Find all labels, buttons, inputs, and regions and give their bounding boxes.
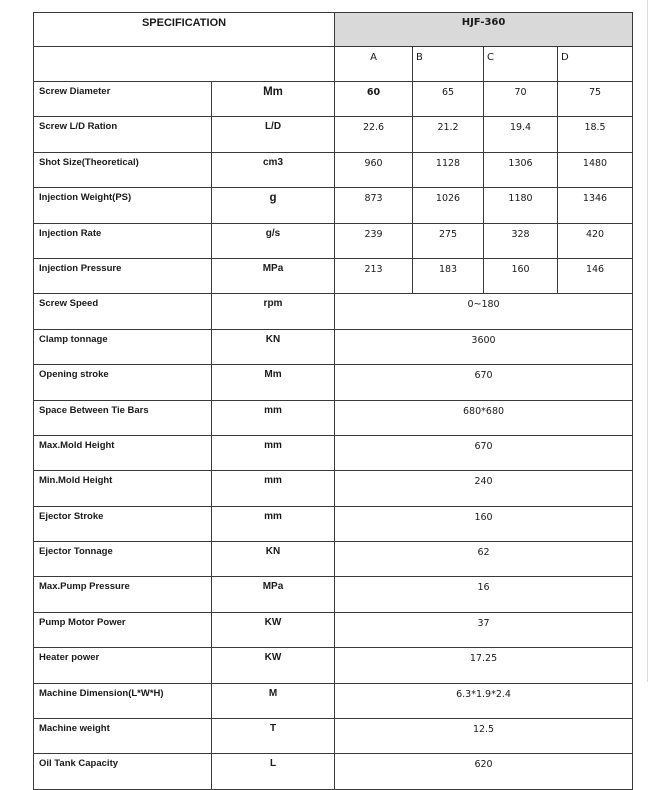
- spec-value: 670: [335, 435, 633, 470]
- spec-value-c: 160: [484, 258, 558, 293]
- spec-value-b: 275: [413, 223, 484, 258]
- spec-value: 240: [335, 471, 633, 506]
- spec-value-d: 1480: [558, 152, 633, 187]
- spec-value-d: 75: [558, 82, 633, 117]
- spec-value-b: 183: [413, 258, 484, 293]
- spec-value: 680*680: [335, 400, 633, 435]
- table-header-row: [34, 13, 633, 47]
- spec-value: 620: [335, 754, 633, 789]
- spec-label: Screw L/D Ration: [34, 117, 212, 152]
- spec-value: 160: [335, 506, 633, 541]
- table-row: [34, 719, 633, 754]
- spec-unit: g/s: [212, 223, 335, 258]
- spec-unit: MPa: [212, 577, 335, 612]
- spec-label: Space Between Tie Bars: [34, 400, 212, 435]
- table-row: [34, 223, 633, 258]
- table-row: [34, 400, 633, 435]
- spec-value-a: 60: [335, 82, 413, 117]
- spec-value-a: 239: [335, 223, 413, 258]
- spec-unit: mm: [212, 400, 335, 435]
- table-row: [34, 577, 633, 612]
- spec-label: Screw Diameter: [34, 82, 212, 117]
- table-row: [34, 542, 633, 577]
- spec-value-b: 1128: [413, 152, 484, 187]
- spec-label: Machine Dimension(L*W*H): [34, 683, 212, 718]
- spec-label: Clamp tonnage: [34, 329, 212, 364]
- spec-value-c: 19.4: [484, 117, 558, 152]
- spec-label: Machine weight: [34, 719, 212, 754]
- table-row: [34, 152, 633, 187]
- spec-label: Min.Mold Height: [34, 471, 212, 506]
- spec-unit: KW: [212, 612, 335, 647]
- spec-value: 12.5: [335, 719, 633, 754]
- spec-value-d: 146: [558, 258, 633, 293]
- spec-label: Heater power: [34, 648, 212, 683]
- spec-value-c: 1180: [484, 188, 558, 223]
- spec-value-a: 22.6: [335, 117, 413, 152]
- spec-label: Ejector Stroke: [34, 506, 212, 541]
- empty-header-cell: [34, 47, 335, 82]
- spec-unit: Mm: [212, 365, 335, 400]
- spec-unit: cm3: [212, 152, 335, 187]
- specification-table: [33, 12, 633, 790]
- page-edge-line: [647, 0, 648, 682]
- spec-value: 3600: [335, 329, 633, 364]
- spec-unit: mm: [212, 506, 335, 541]
- spec-label: Injection Pressure: [34, 258, 212, 293]
- spec-unit: KN: [212, 329, 335, 364]
- table-row: [34, 329, 633, 364]
- spec-label: Ejector Tonnage: [34, 542, 212, 577]
- spec-value-c: 328: [484, 223, 558, 258]
- spec-label: Oil Tank Capacity: [34, 754, 212, 789]
- spec-label: Pump Motor Power: [34, 612, 212, 647]
- spec-label: Shot Size(Theoretical): [34, 152, 212, 187]
- spec-label: Max.Mold Height: [34, 435, 212, 470]
- table-row: [34, 82, 633, 117]
- spec-value: 16: [335, 577, 633, 612]
- spec-unit: MPa: [212, 258, 335, 293]
- variant-a-header: A: [335, 47, 413, 82]
- spec-unit: L: [212, 754, 335, 789]
- spec-unit: KW: [212, 648, 335, 683]
- spec-value: 37: [335, 612, 633, 647]
- spec-value: 670: [335, 365, 633, 400]
- variant-b-header: B: [413, 47, 484, 82]
- spec-value: 6.3*1.9*2.4: [335, 683, 633, 718]
- spec-unit: T: [212, 719, 335, 754]
- table-row: [34, 365, 633, 400]
- table-row: [34, 648, 633, 683]
- spec-unit: M: [212, 683, 335, 718]
- spec-unit: Mm: [212, 82, 335, 117]
- spec-value: 17.25: [335, 648, 633, 683]
- spec-unit: KN: [212, 542, 335, 577]
- spec-unit: rpm: [212, 294, 335, 329]
- variant-c-header: C: [484, 47, 558, 82]
- spec-unit: L/D: [212, 117, 335, 152]
- spec-unit: mm: [212, 435, 335, 470]
- table-row: [34, 612, 633, 647]
- table-row: [34, 258, 633, 293]
- spec-unit: g: [212, 188, 335, 223]
- spec-value-a: 213: [335, 258, 413, 293]
- variant-header-row: [34, 47, 633, 82]
- table-row: [34, 188, 633, 223]
- spec-value-b: 21.2: [413, 117, 484, 152]
- spec-value: 62: [335, 542, 633, 577]
- specification-title: SPECIFICATION: [34, 13, 335, 47]
- spec-value-c: 70: [484, 82, 558, 117]
- table-row: [34, 754, 633, 789]
- spec-value: 0~180: [335, 294, 633, 329]
- spec-value-d: 420: [558, 223, 633, 258]
- spec-value-d: 18.5: [558, 117, 633, 152]
- spec-value-d: 1346: [558, 188, 633, 223]
- spec-label: Screw Speed: [34, 294, 212, 329]
- variant-d-header: D: [558, 47, 633, 82]
- spec-label: Injection Weight(PS): [34, 188, 212, 223]
- spec-value-a: 873: [335, 188, 413, 223]
- spec-label: Max.Pump Pressure: [34, 577, 212, 612]
- table-row: [34, 683, 633, 718]
- table-row: [34, 294, 633, 329]
- spec-value-c: 1306: [484, 152, 558, 187]
- spec-value-a: 960: [335, 152, 413, 187]
- spec-unit: mm: [212, 471, 335, 506]
- spec-label: Opening stroke: [34, 365, 212, 400]
- table-row: [34, 117, 633, 152]
- table-row: [34, 506, 633, 541]
- table-row: [34, 435, 633, 470]
- table-row: [34, 471, 633, 506]
- spec-value-b: 65: [413, 82, 484, 117]
- spec-label: Injection Rate: [34, 223, 212, 258]
- spec-value-b: 1026: [413, 188, 484, 223]
- model-name: HJF-360: [335, 13, 633, 47]
